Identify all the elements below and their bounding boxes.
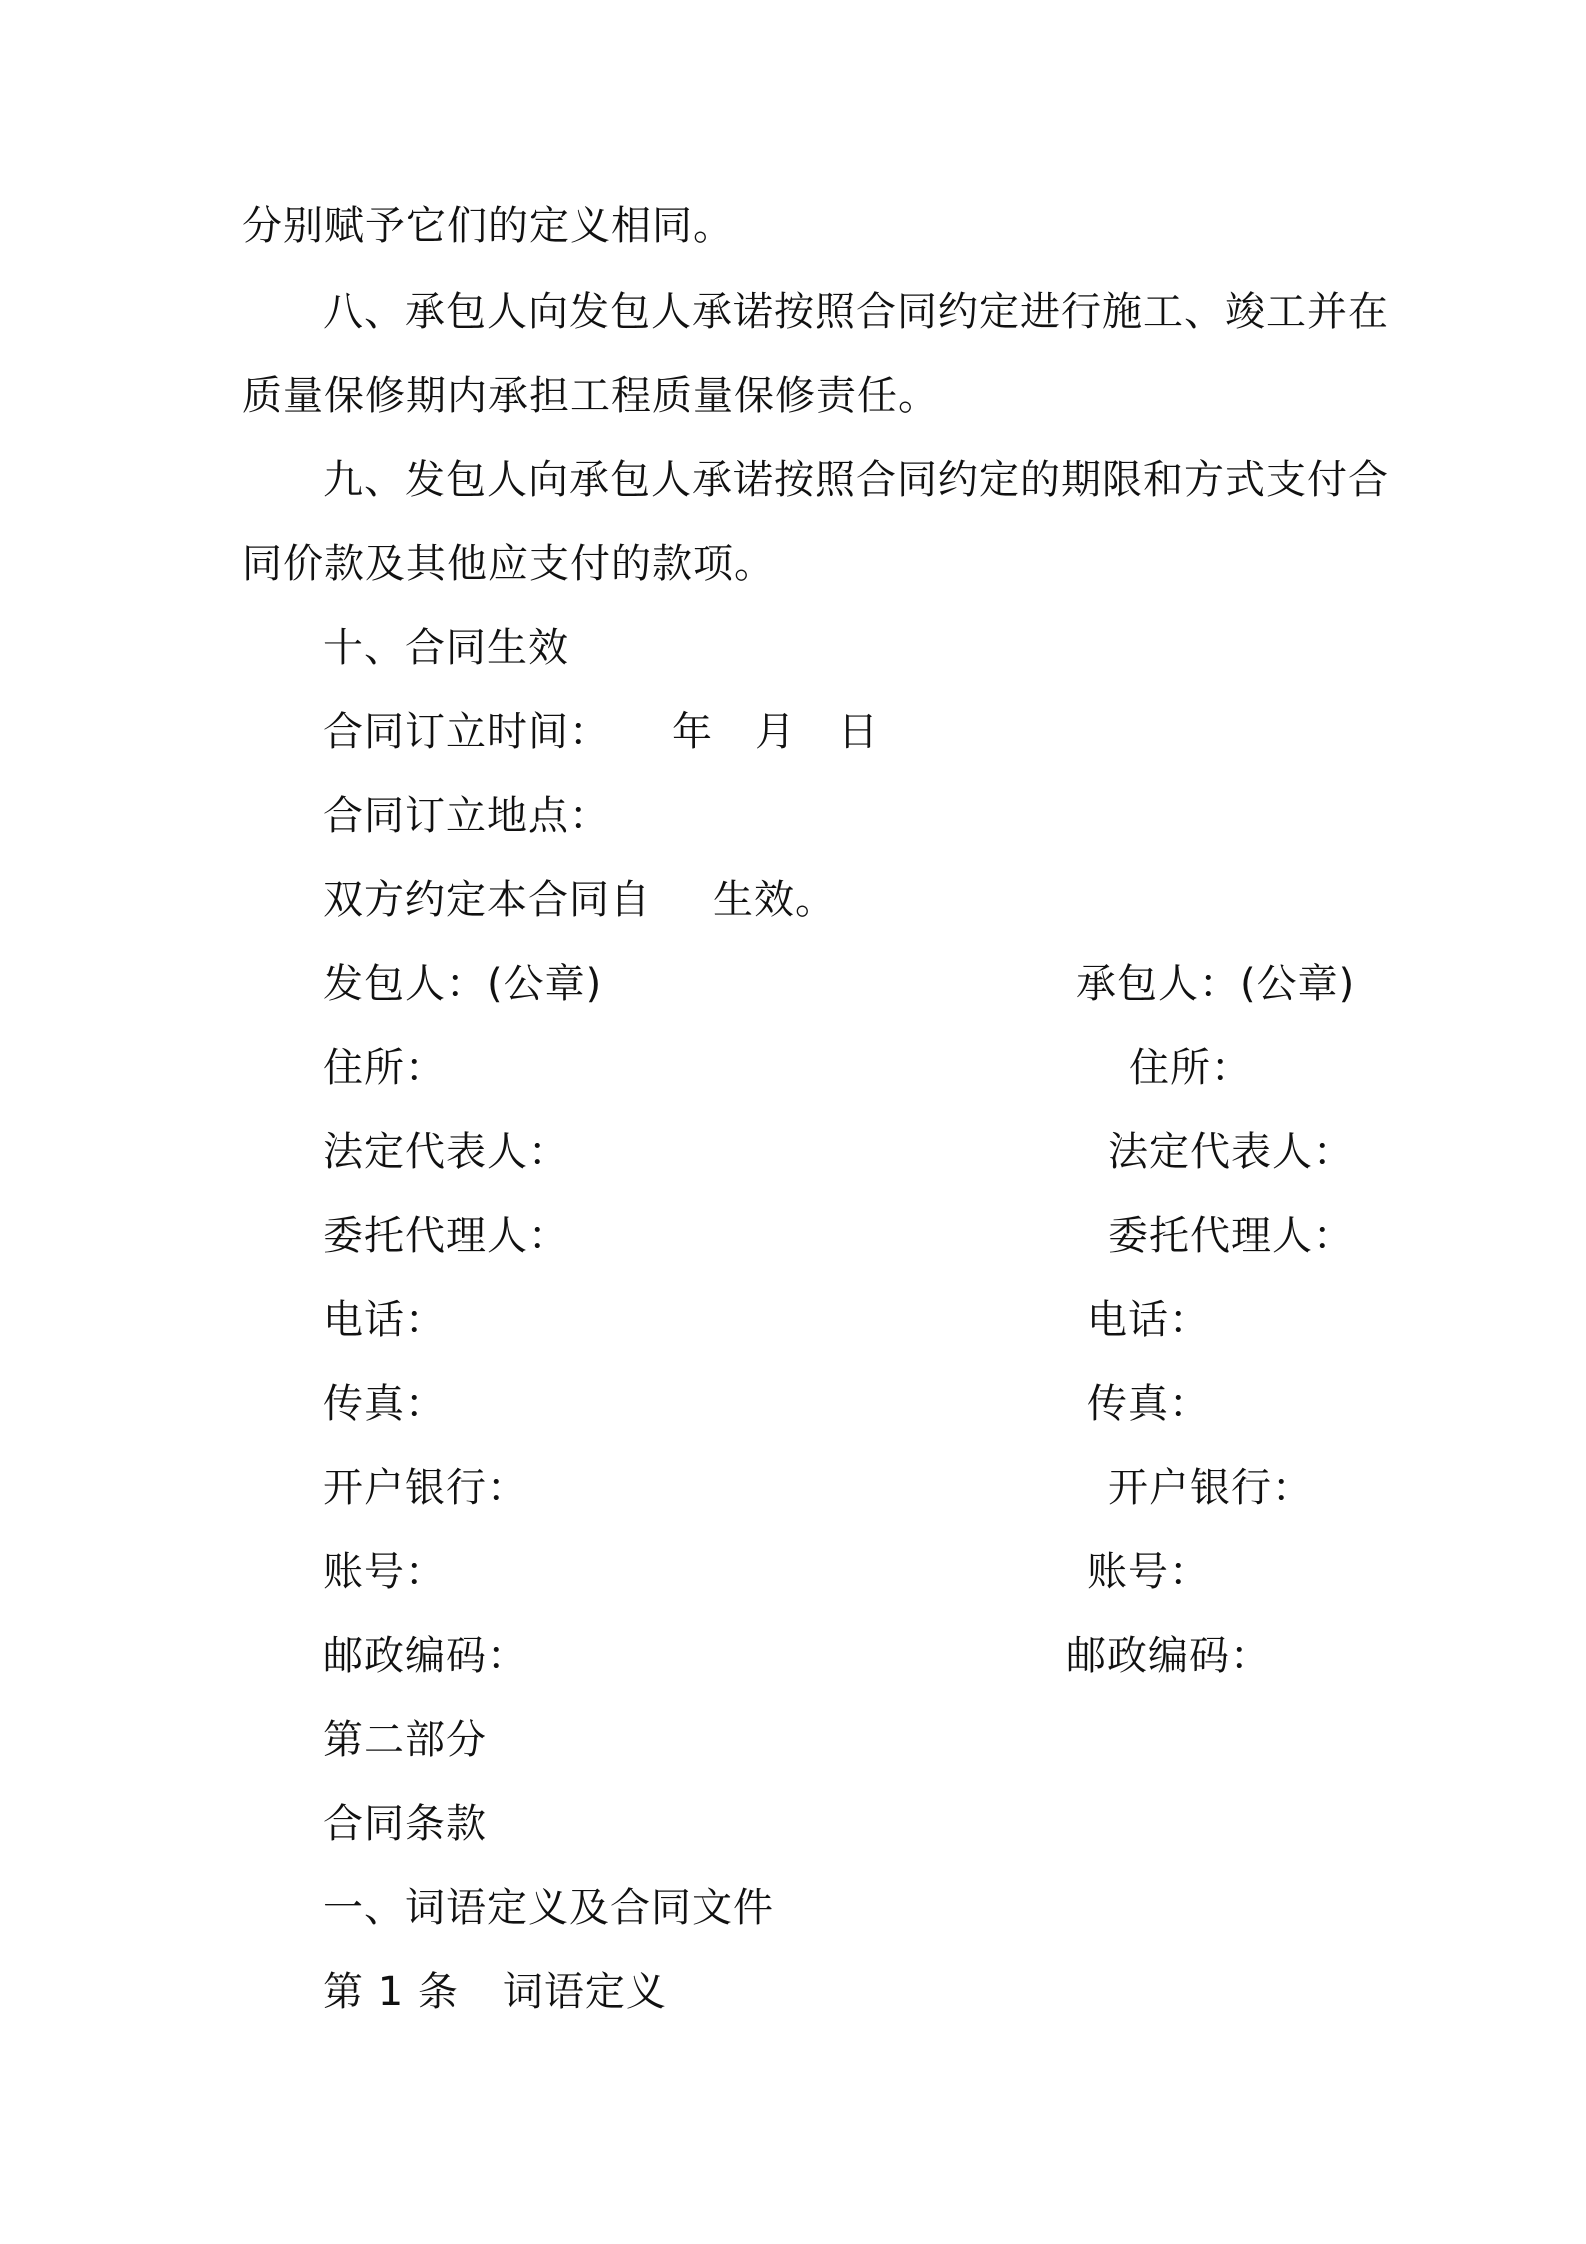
right-party: 承包人：(公章)	[1076, 961, 1356, 1007]
left-legal-rep: 法定代表人：	[323, 1129, 569, 1175]
part-two-title: 第二部分	[323, 1717, 487, 1763]
part-two-subtitle: 合同条款	[323, 1801, 487, 1847]
left-address: 住所：	[323, 1045, 446, 1091]
year-label: 年	[672, 709, 713, 755]
left-agent: 委托代理人：	[323, 1213, 569, 1259]
left-postcode: 邮政编码：	[323, 1633, 528, 1679]
article-1-row	[323, 1968, 667, 2016]
paragraph-7-tail: 分别赋予它们的定义相同。	[242, 203, 734, 249]
effective-row	[323, 876, 836, 924]
day-label: 日	[838, 709, 879, 755]
sign-time-label: 合同订立时间：	[323, 709, 610, 755]
sign-time-row	[323, 708, 879, 756]
left-party: 发包人：(公章)	[323, 961, 603, 1007]
month-label: 月	[755, 709, 796, 755]
section-10-heading: 十、合同生效	[323, 625, 569, 671]
section-1-heading: 一、词语定义及合同文件	[323, 1885, 774, 1931]
paragraph-9-line-2: 同价款及其他应支付的款项。	[242, 541, 775, 587]
right-account: 账号：	[1087, 1549, 1210, 1595]
right-address: 住所：	[1129, 1045, 1252, 1091]
paragraph-8-line-2: 质量保修期内承担工程质量保修责任。	[242, 373, 939, 419]
right-agent: 委托代理人：	[1108, 1213, 1354, 1259]
right-legal-rep: 法定代表人：	[1108, 1129, 1354, 1175]
article-title: 词语定义	[502, 1969, 667, 2015]
effective-suffix: 生效。	[713, 877, 836, 923]
left-phone: 电话：	[323, 1297, 446, 1343]
sign-place-label: 合同订立地点：	[323, 793, 610, 839]
left-fax: 传真：	[323, 1381, 446, 1427]
paragraph-8-line-1: 八、承包人向发包人承诺按照合同约定进行施工、竣工并在	[323, 289, 1389, 335]
paragraph-9-line-1: 九、发包人向承包人承诺按照合同约定的期限和方式支付合	[323, 457, 1389, 503]
effective-prefix: 双方约定本合同自	[323, 877, 651, 923]
left-bank: 开户银行：	[323, 1465, 528, 1511]
right-phone: 电话：	[1087, 1297, 1210, 1343]
right-fax: 传真：	[1087, 1381, 1210, 1427]
article-number: 第 1 条	[323, 1969, 459, 2015]
left-account: 账号：	[323, 1549, 446, 1595]
right-postcode: 邮政编码：	[1066, 1633, 1271, 1679]
right-bank: 开户银行：	[1108, 1465, 1313, 1511]
